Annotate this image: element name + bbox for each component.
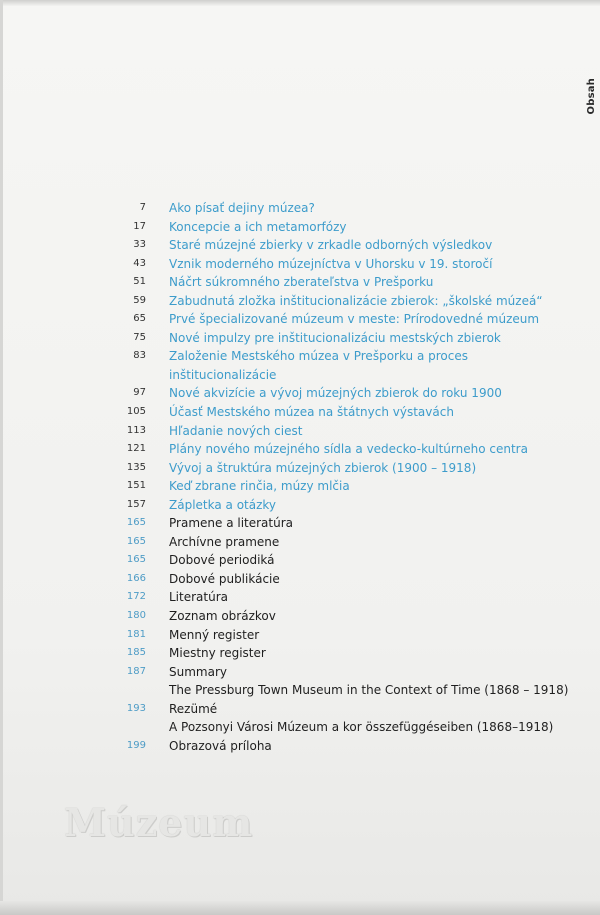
toc-title <box>169 496 569 515</box>
toc-title <box>169 533 569 552</box>
toc-title <box>169 292 569 311</box>
toc-page-number: 59 <box>133 294 146 306</box>
toc-entry[interactable] <box>100 403 570 422</box>
toc-title-line: Hľadanie nových ciest <box>169 423 303 438</box>
toc-page-number: 51 <box>133 276 146 288</box>
toc-title-line: The Pressburg Town Museum in the Context of Time (1868 – 1918) <box>169 683 569 698</box>
toc-page-number: 135 <box>126 461 146 473</box>
toc-title-line: Zabudnutá zložka inštitucionalizácie zbierok: „školské múzeá“ <box>169 293 543 308</box>
page-left-edge <box>0 0 3 915</box>
toc-entry[interactable] <box>100 199 570 218</box>
toc-page-number: 105 <box>126 406 146 418</box>
toc-entry[interactable] <box>100 347 570 384</box>
toc-title <box>169 422 569 441</box>
toc-title-line: Náčrt súkromného zberateľstva v Prešporku <box>169 275 434 290</box>
toc-entry[interactable] <box>100 273 570 292</box>
toc-entry[interactable] <box>100 440 570 459</box>
toc-entry[interactable] <box>100 570 570 589</box>
toc-entry[interactable] <box>100 477 570 496</box>
toc-title-line: A Pozsonyi Városi Múzeum a kor összefüggéseiben (1868–1918) <box>169 720 554 735</box>
toc-entry[interactable] <box>100 292 570 311</box>
toc-page-number: 165 <box>126 535 146 547</box>
toc-title-line: Dobové publikácie <box>169 571 280 586</box>
section-side-label: Obsah <box>586 78 597 115</box>
toc-title-line: Literatúra <box>169 590 228 605</box>
toc-page-number: 165 <box>126 554 146 566</box>
toc-title <box>169 663 569 700</box>
toc-title-line: Vývoj a štruktúra múzejných zbierok (1900 – 1918) <box>169 460 477 475</box>
toc-entry[interactable] <box>100 329 570 348</box>
toc-entry[interactable] <box>100 459 570 478</box>
toc-page-number: 165 <box>126 517 146 529</box>
toc-title-line: Ako písať dejiny múzea? <box>169 201 315 215</box>
toc-page-number: 75 <box>133 331 146 343</box>
toc-title-line: Archívne pramene <box>169 534 280 549</box>
toc-page-number: 121 <box>126 443 146 455</box>
toc-page-number: 187 <box>126 665 146 677</box>
toc-entry[interactable] <box>100 514 570 533</box>
toc-entry[interactable] <box>100 310 570 329</box>
toc-entry[interactable] <box>100 551 570 570</box>
toc-page-number: 33 <box>133 239 146 251</box>
toc-page-number: 172 <box>126 591 146 603</box>
toc-title <box>169 310 569 329</box>
toc-title-line: Miestny register <box>169 646 266 661</box>
toc-title-line: Obrazová príloha <box>169 738 272 753</box>
toc-page-number: 193 <box>126 702 146 714</box>
toc-title <box>169 218 569 237</box>
toc-page-number: 181 <box>126 628 146 640</box>
toc-title <box>169 384 569 403</box>
toc-title-line: Nové impulzy pre inštitucionalizáciu mestských zbierok <box>169 330 501 345</box>
toc-title <box>169 440 569 459</box>
toc-title-line: Rezümé <box>169 701 218 716</box>
toc-entry[interactable] <box>100 384 570 403</box>
toc-title <box>169 737 569 756</box>
toc-title <box>169 551 569 570</box>
toc-title <box>169 700 569 737</box>
table-of-contents <box>100 199 570 755</box>
toc-entry[interactable] <box>100 236 570 255</box>
toc-entry[interactable] <box>100 218 570 237</box>
page-bottom-edge <box>0 901 600 915</box>
toc-title-line: Prvé špecializované múzeum v meste: Prírodovedné múzeum <box>169 312 540 327</box>
toc-page-number: 113 <box>126 424 146 436</box>
toc-title <box>169 644 569 663</box>
toc-entry[interactable] <box>100 588 570 607</box>
toc-title <box>169 199 569 218</box>
toc-page-number: 199 <box>126 739 146 751</box>
toc-title-line: Zápletka a otázky <box>169 497 277 512</box>
toc-title <box>169 329 569 348</box>
toc-page-number: 151 <box>126 480 146 492</box>
toc-title <box>169 273 569 292</box>
toc-title <box>169 347 569 384</box>
muzeum-logo: Múzeum <box>64 800 254 845</box>
toc-title-line: Summary <box>169 664 227 679</box>
toc-page-number: 7 <box>139 202 146 213</box>
toc-title-line: Účasť Mestského múzea na štátnych výstavách <box>169 405 454 420</box>
toc-entry[interactable] <box>100 700 570 737</box>
toc-title <box>169 588 569 607</box>
toc-title <box>169 236 569 255</box>
toc-title <box>169 459 569 478</box>
toc-title-line: Vznik moderného múzejníctva v Uhorsku v 19. storočí <box>169 256 493 271</box>
toc-title <box>169 514 569 533</box>
toc-title <box>169 255 569 274</box>
toc-title-line: Nové akvizície a vývoj múzejných zbierok do roku 1900 <box>169 386 502 401</box>
toc-page-number: 83 <box>133 350 146 362</box>
toc-title-line: Menný register <box>169 627 260 642</box>
toc-title-line: Keď zbrane rinčia, múzy mlčia <box>169 479 350 494</box>
toc-entry[interactable] <box>100 533 570 552</box>
toc-title-line: Založenie Mestského múzea v Prešporku a proces <box>169 349 468 364</box>
toc-title-line: Pramene a literatúra <box>169 516 293 531</box>
toc-title-line: inštitucionalizácie <box>169 367 277 382</box>
toc-title <box>169 403 569 422</box>
toc-page-number: 65 <box>133 313 146 325</box>
toc-entry[interactable] <box>100 496 570 515</box>
toc-entry[interactable] <box>100 607 570 626</box>
toc-page-number: 97 <box>133 387 146 399</box>
toc-title-line: Dobové periodiká <box>169 553 275 568</box>
toc-entry[interactable] <box>100 626 570 645</box>
toc-title-line: Koncepcie a ich metamorfózy <box>169 219 347 234</box>
toc-entry[interactable] <box>100 644 570 663</box>
toc-entry[interactable] <box>100 255 570 274</box>
toc-page-number: 180 <box>126 610 146 622</box>
toc-title-line: Plány nového múzejného sídla a vedecko-kultúrneho centra <box>169 442 528 457</box>
toc-page-number: 17 <box>133 220 146 232</box>
page-top-edge <box>0 0 600 6</box>
toc-title <box>169 626 569 645</box>
toc-title <box>169 607 569 626</box>
toc-title <box>169 477 569 496</box>
toc-title-line: Staré múzejné zbierky v zrkadle odborných výsledkov <box>169 238 493 253</box>
toc-page-number: 166 <box>126 572 146 584</box>
toc-title-line: Zoznam obrázkov <box>169 609 276 624</box>
toc-entry[interactable] <box>100 737 570 756</box>
toc-page-number: 157 <box>126 498 146 510</box>
toc-title <box>169 570 569 589</box>
toc-page-number: 43 <box>133 257 146 269</box>
toc-entry[interactable] <box>100 663 570 700</box>
toc-page-number: 185 <box>126 647 146 659</box>
toc-entry[interactable] <box>100 422 570 441</box>
